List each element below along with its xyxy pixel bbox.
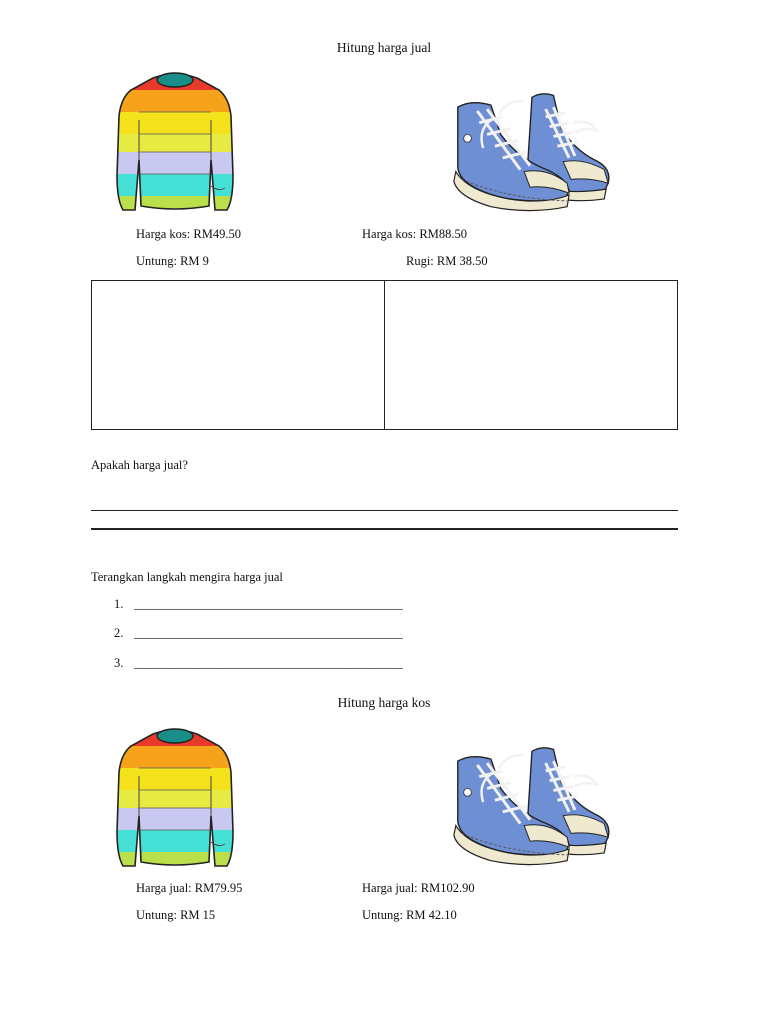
step-blank-3[interactable]: ___________________________________________ bbox=[134, 656, 403, 670]
shoes-image-2 bbox=[448, 742, 614, 872]
section2-title: Hitung harga kos bbox=[337, 695, 431, 710]
answer-line-1[interactable] bbox=[91, 510, 678, 511]
section1-title: Hitung harga jual bbox=[336, 40, 432, 55]
shoes-selling-price: Harga jual: RM102.90 bbox=[362, 881, 475, 895]
sweater-selling-price: Harga jual: RM79.95 bbox=[136, 881, 243, 895]
sweater-profit-2: Untung: RM 15 bbox=[136, 908, 216, 922]
shoes-image bbox=[448, 88, 614, 218]
step-blank-1[interactable]: ___________________________________________ bbox=[134, 597, 403, 611]
answer-box-right[interactable] bbox=[384, 280, 678, 430]
shoes-profit-2: Untung: RM 42.10 bbox=[362, 908, 457, 922]
sweater-image-2 bbox=[110, 724, 240, 874]
answer-box-left[interactable] bbox=[91, 280, 385, 430]
step-number-1: 1. bbox=[114, 597, 124, 611]
shoes-loss: Rugi: RM 38.50 bbox=[406, 254, 488, 268]
steps-prompt: Terangkan langkah mengira harga jual bbox=[91, 570, 283, 584]
answer-line-2[interactable] bbox=[91, 528, 678, 530]
step-number-3: 3. bbox=[114, 656, 124, 670]
sweater-cost-price: Harga kos: RM49.50 bbox=[136, 227, 241, 241]
question-text: Apakah harga jual? bbox=[91, 458, 188, 472]
shoes-cost-price: Harga kos: RM88.50 bbox=[362, 227, 467, 241]
step-number-2: 2. bbox=[114, 626, 124, 640]
sweater-profit: Untung: RM 9 bbox=[136, 254, 209, 268]
step-blank-2[interactable]: ___________________________________________ bbox=[134, 626, 403, 640]
sweater-image bbox=[110, 68, 240, 218]
